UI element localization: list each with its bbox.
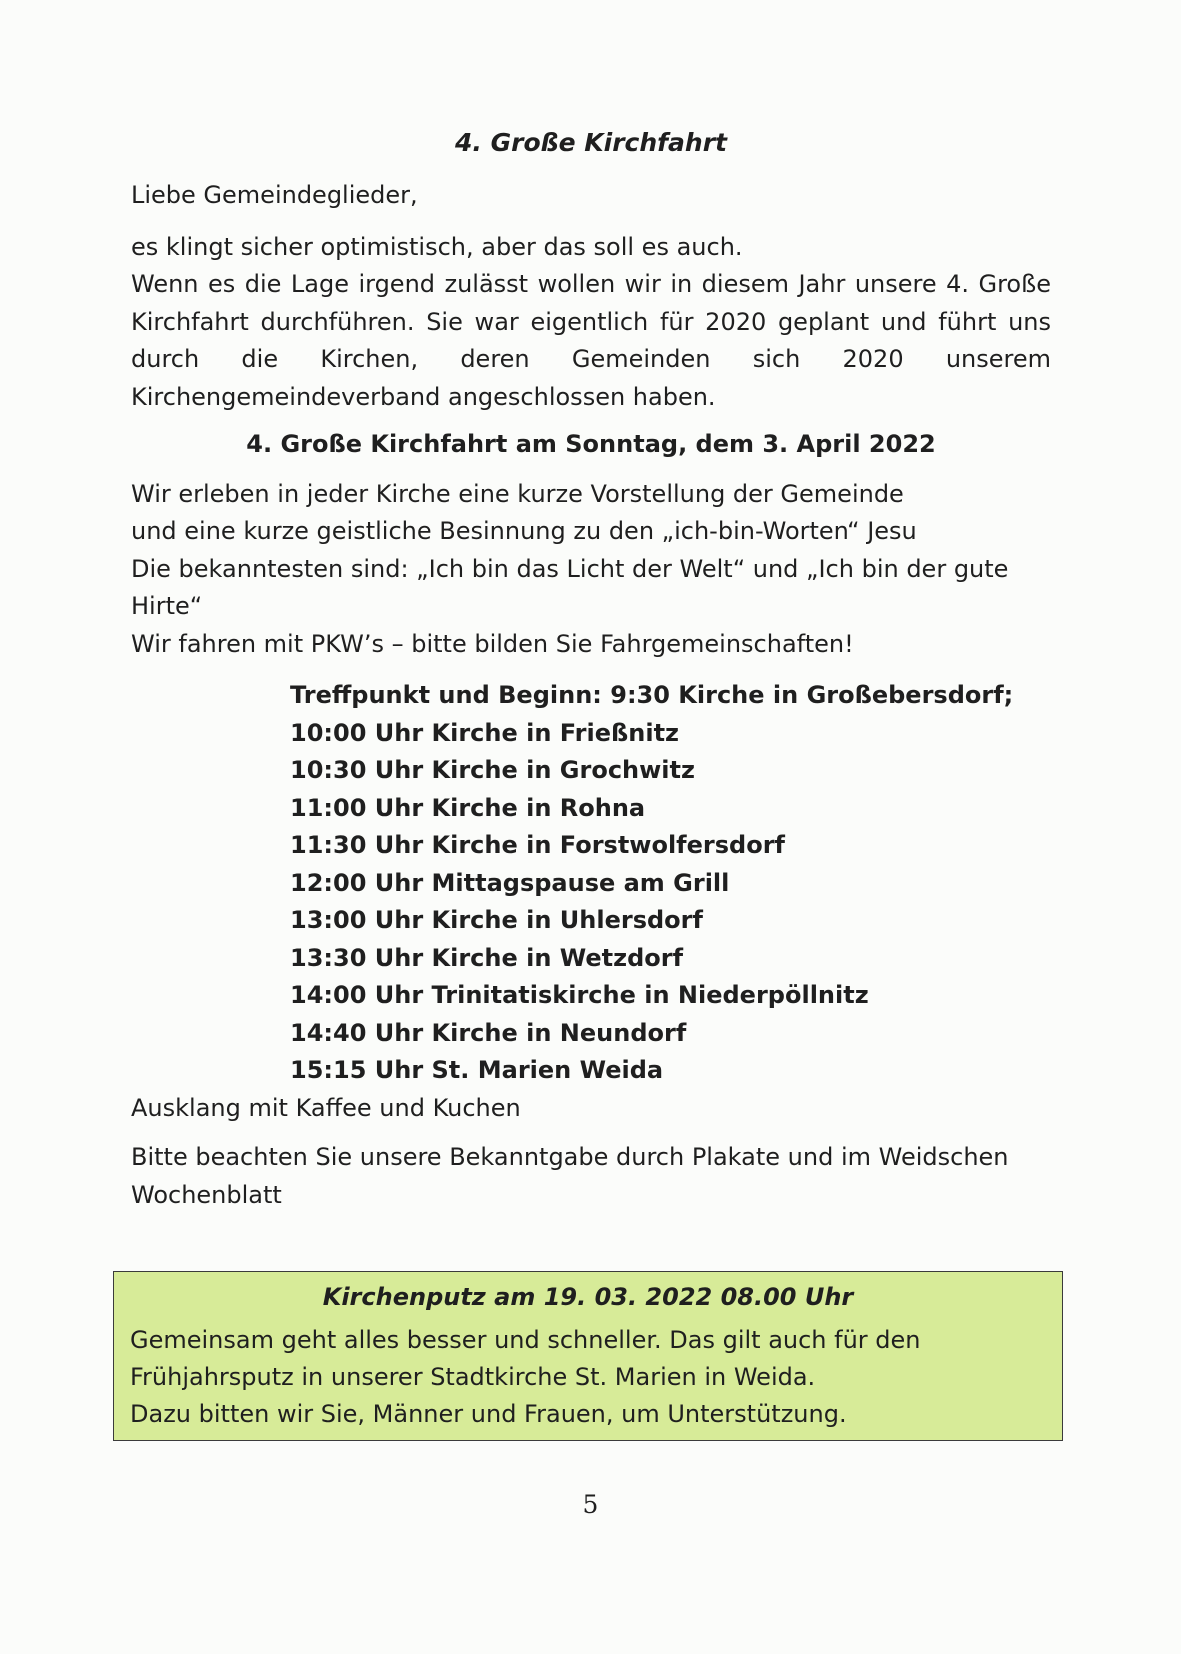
schedule-item: 14:40 Uhr Kirche in Neundorf — [290, 1018, 687, 1047]
event-subtitle: 4. Große Kirchfahrt am Sonntag, dem 3. April 2022 — [246, 430, 936, 458]
intro-line: es klingt sicher optimistisch, aber das soll es auch. — [131, 232, 743, 261]
closing-line: Ausklang mit Kaffee und Kuchen — [131, 1093, 521, 1122]
schedule-item: 15:15 Uhr St. Marien Weida — [290, 1056, 664, 1084]
description-line: Die bekanntesten sind: „Ich bin das Licht der Welt“ und „Ich bin der gute Hirte“ — [131, 554, 1009, 620]
intro-paragraph: Wenn es die Lage irgend zulässt wollen wir in diesem Jahr unsere 4. Große Kirchfahrt durchführen. Sie war eigentlich für 2020 geplant und führt uns durch die Kirchen, deren Gemeinden sich 2020 unserem Kirchengemeindeverband angeschlossen haben. — [131, 270, 1051, 411]
schedule-item: Treffpunkt und Beginn: 9:30 Kirche in Großebersdorf; — [290, 681, 1014, 709]
description-line: Wir erleben in jeder Kirche eine kurze Vorstellung der Gemeinde — [131, 479, 904, 508]
notice-paragraph: Bitte beachten Sie unsere Bekanntgabe durch Plakate und im Weidschen Wochenblatt — [131, 1143, 1009, 1209]
cleaning-notice-box — [113, 1271, 1063, 1441]
greeting: Liebe Gemeindeglieder, — [131, 181, 418, 209]
description-line: und eine kurze geistliche Besinnung zu den „ich-bin-Worten“ Jesu — [131, 517, 917, 545]
article — [131, 128, 1051, 1214]
cleaning-notice-line: Dazu bitten wir Sie, Männer und Frauen, um Unterstützung. — [130, 1400, 847, 1428]
schedule-item: 10:00 Uhr Kirche in Frießnitz — [290, 718, 680, 747]
description-line: Wir fahren mit PKW’s – bitte bilden Sie Fahrgemeinschaften! — [131, 629, 854, 658]
schedule-item: 14:00 Uhr Trinitatiskirche in Niederpöllnitz — [290, 981, 869, 1009]
schedule-item: 13:00 Uhr Kirche in Uhlersdorf — [290, 906, 703, 934]
schedule-item: 10:30 Uhr Kirche in Grochwitz — [290, 756, 695, 784]
schedule-item: 11:00 Uhr Kirche in Rohna — [290, 793, 646, 822]
schedule-item: 11:30 Uhr Kirche in Forstwolfersdorf — [290, 831, 785, 859]
cleaning-notice-title: Kirchenputz am 19. 03. 2022 08.00 Uhr — [322, 1283, 854, 1311]
cleaning-notice-line: Gemeinsam geht alles besser und schneller. Das gilt auch für den — [130, 1326, 921, 1354]
schedule-list — [131, 677, 1051, 1090]
page-number: 5 — [582, 1490, 599, 1519]
article-title: 4. Große Kirchfahrt — [455, 128, 727, 157]
cleaning-notice-line: Frühjahrsputz in unserer Stadtkirche St. Marien in Weida. — [130, 1363, 816, 1391]
schedule-item: 13:30 Uhr Kirche in Wetzdorf — [290, 943, 684, 972]
schedule-item: 12:00 Uhr Mittagspause am Grill — [290, 868, 730, 897]
